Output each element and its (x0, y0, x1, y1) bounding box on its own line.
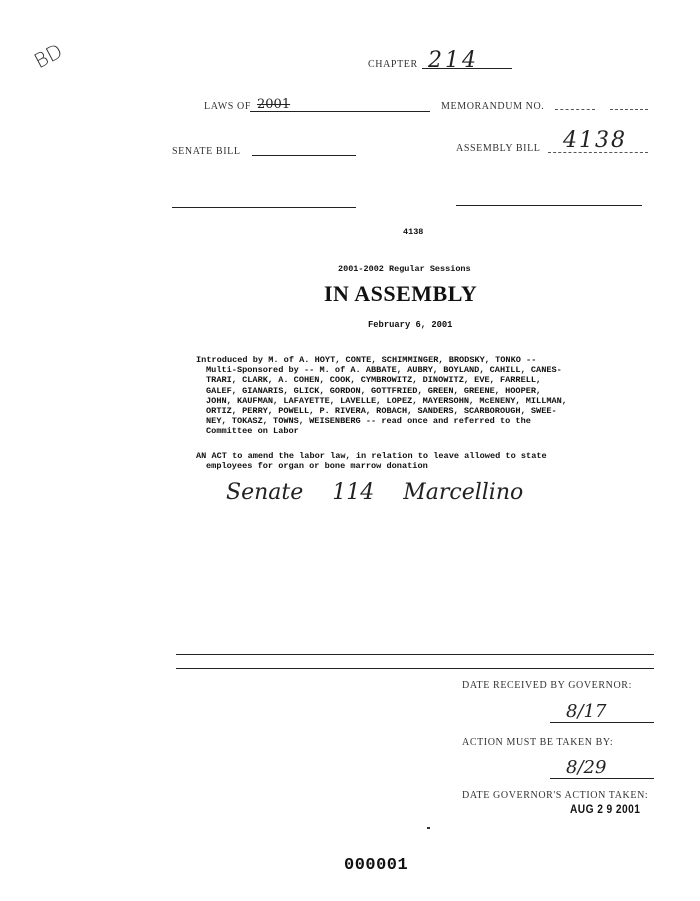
received-underline (550, 722, 654, 723)
page-number: 000001 (344, 856, 409, 875)
bill-number: 4138 (403, 227, 424, 237)
memorandum-line-1 (555, 109, 595, 110)
memorandum-label: MEMORANDUM NO. (441, 101, 545, 112)
senate-bill-label: SENATE BILL (172, 146, 241, 157)
blank-line-left (172, 207, 356, 208)
introduced-line: TRARI, CLARK, A. COHEN, COOK, CYMBROWITZ, DINOWITZ, EVE, FARRELL, (206, 375, 542, 386)
taken-label: DATE GOVERNOR'S ACTION TAKEN: (462, 790, 649, 801)
taken-stamp: AUG 2 9 2001 (570, 802, 641, 816)
laws-underline (250, 111, 430, 112)
handwritten-senate-note: Senate 114 Marcellino (226, 480, 524, 505)
margin-initials: BD (30, 38, 67, 74)
blank-line-right (456, 205, 642, 206)
introduced-line: Multi-Sponsored by -- M. of A. ABBATE, AUBRY, BOYLAND, CAHILL, CANES- (206, 365, 562, 376)
act-line: employees for organ or bone marrow donation (206, 461, 428, 472)
action-underline (550, 778, 654, 779)
senate-bill-underline (252, 155, 356, 156)
footer-rule-1 (176, 654, 654, 655)
act-line: AN ACT to amend the labor law, in relation to leave allowed to state (196, 451, 547, 461)
introduced-line: GALEF, GIANARIS, GLICK, GORDON, GOTTFRIED, GREEN, GREENE, HOOPER, (206, 385, 542, 396)
introduced-line: ORTIZ, PERRY, POWELL, P. RIVERA, ROBACH, SANDERS, SCARBOROUGH, SWEE- (206, 406, 557, 417)
assembly-bill-label: ASSEMBLY BILL (456, 143, 541, 154)
received-value: 8/17 (566, 701, 607, 722)
assembly-bill-underline (548, 152, 648, 153)
laws-year: 2001 (257, 97, 291, 112)
act-paragraph (196, 451, 632, 471)
received-label: DATE RECEIVED BY GOVERNOR: (462, 680, 632, 691)
session-line: 2001-2002 Regular Sessions (338, 264, 471, 274)
house-title: IN ASSEMBLY (324, 281, 478, 306)
introduced-line: NEY, TOKASZ, TOWNS, WEISENBERG -- read once and referred to the (206, 416, 531, 427)
action-value: 8/29 (566, 757, 607, 778)
introduced-paragraph (196, 355, 632, 437)
laws-of-label: LAWS OF (204, 101, 252, 112)
stray-mark (427, 827, 430, 829)
footer-rule-2 (176, 668, 654, 669)
introduced-line: Introduced by M. of A. HOYT, CONTE, SCHIMMINGER, BRODSKY, TONKO -- (196, 355, 537, 365)
action-label: ACTION MUST BE TAKEN BY: (462, 737, 614, 748)
chapter-underline (422, 68, 512, 69)
chapter-label: CHAPTER (368, 59, 418, 70)
introduced-line: Committee on Labor (206, 426, 299, 437)
introduced-line: JOHN, KAUFMAN, LAFAYETTE, LAVELLE, LOPEZ, MAYERSOHN, McENENY, MILLMAN, (206, 395, 567, 406)
memorandum-line-2 (610, 109, 648, 110)
chapter-number: 214 (428, 48, 479, 73)
bill-date: February 6, 2001 (368, 320, 453, 330)
assembly-bill-number: 4138 (563, 128, 627, 153)
